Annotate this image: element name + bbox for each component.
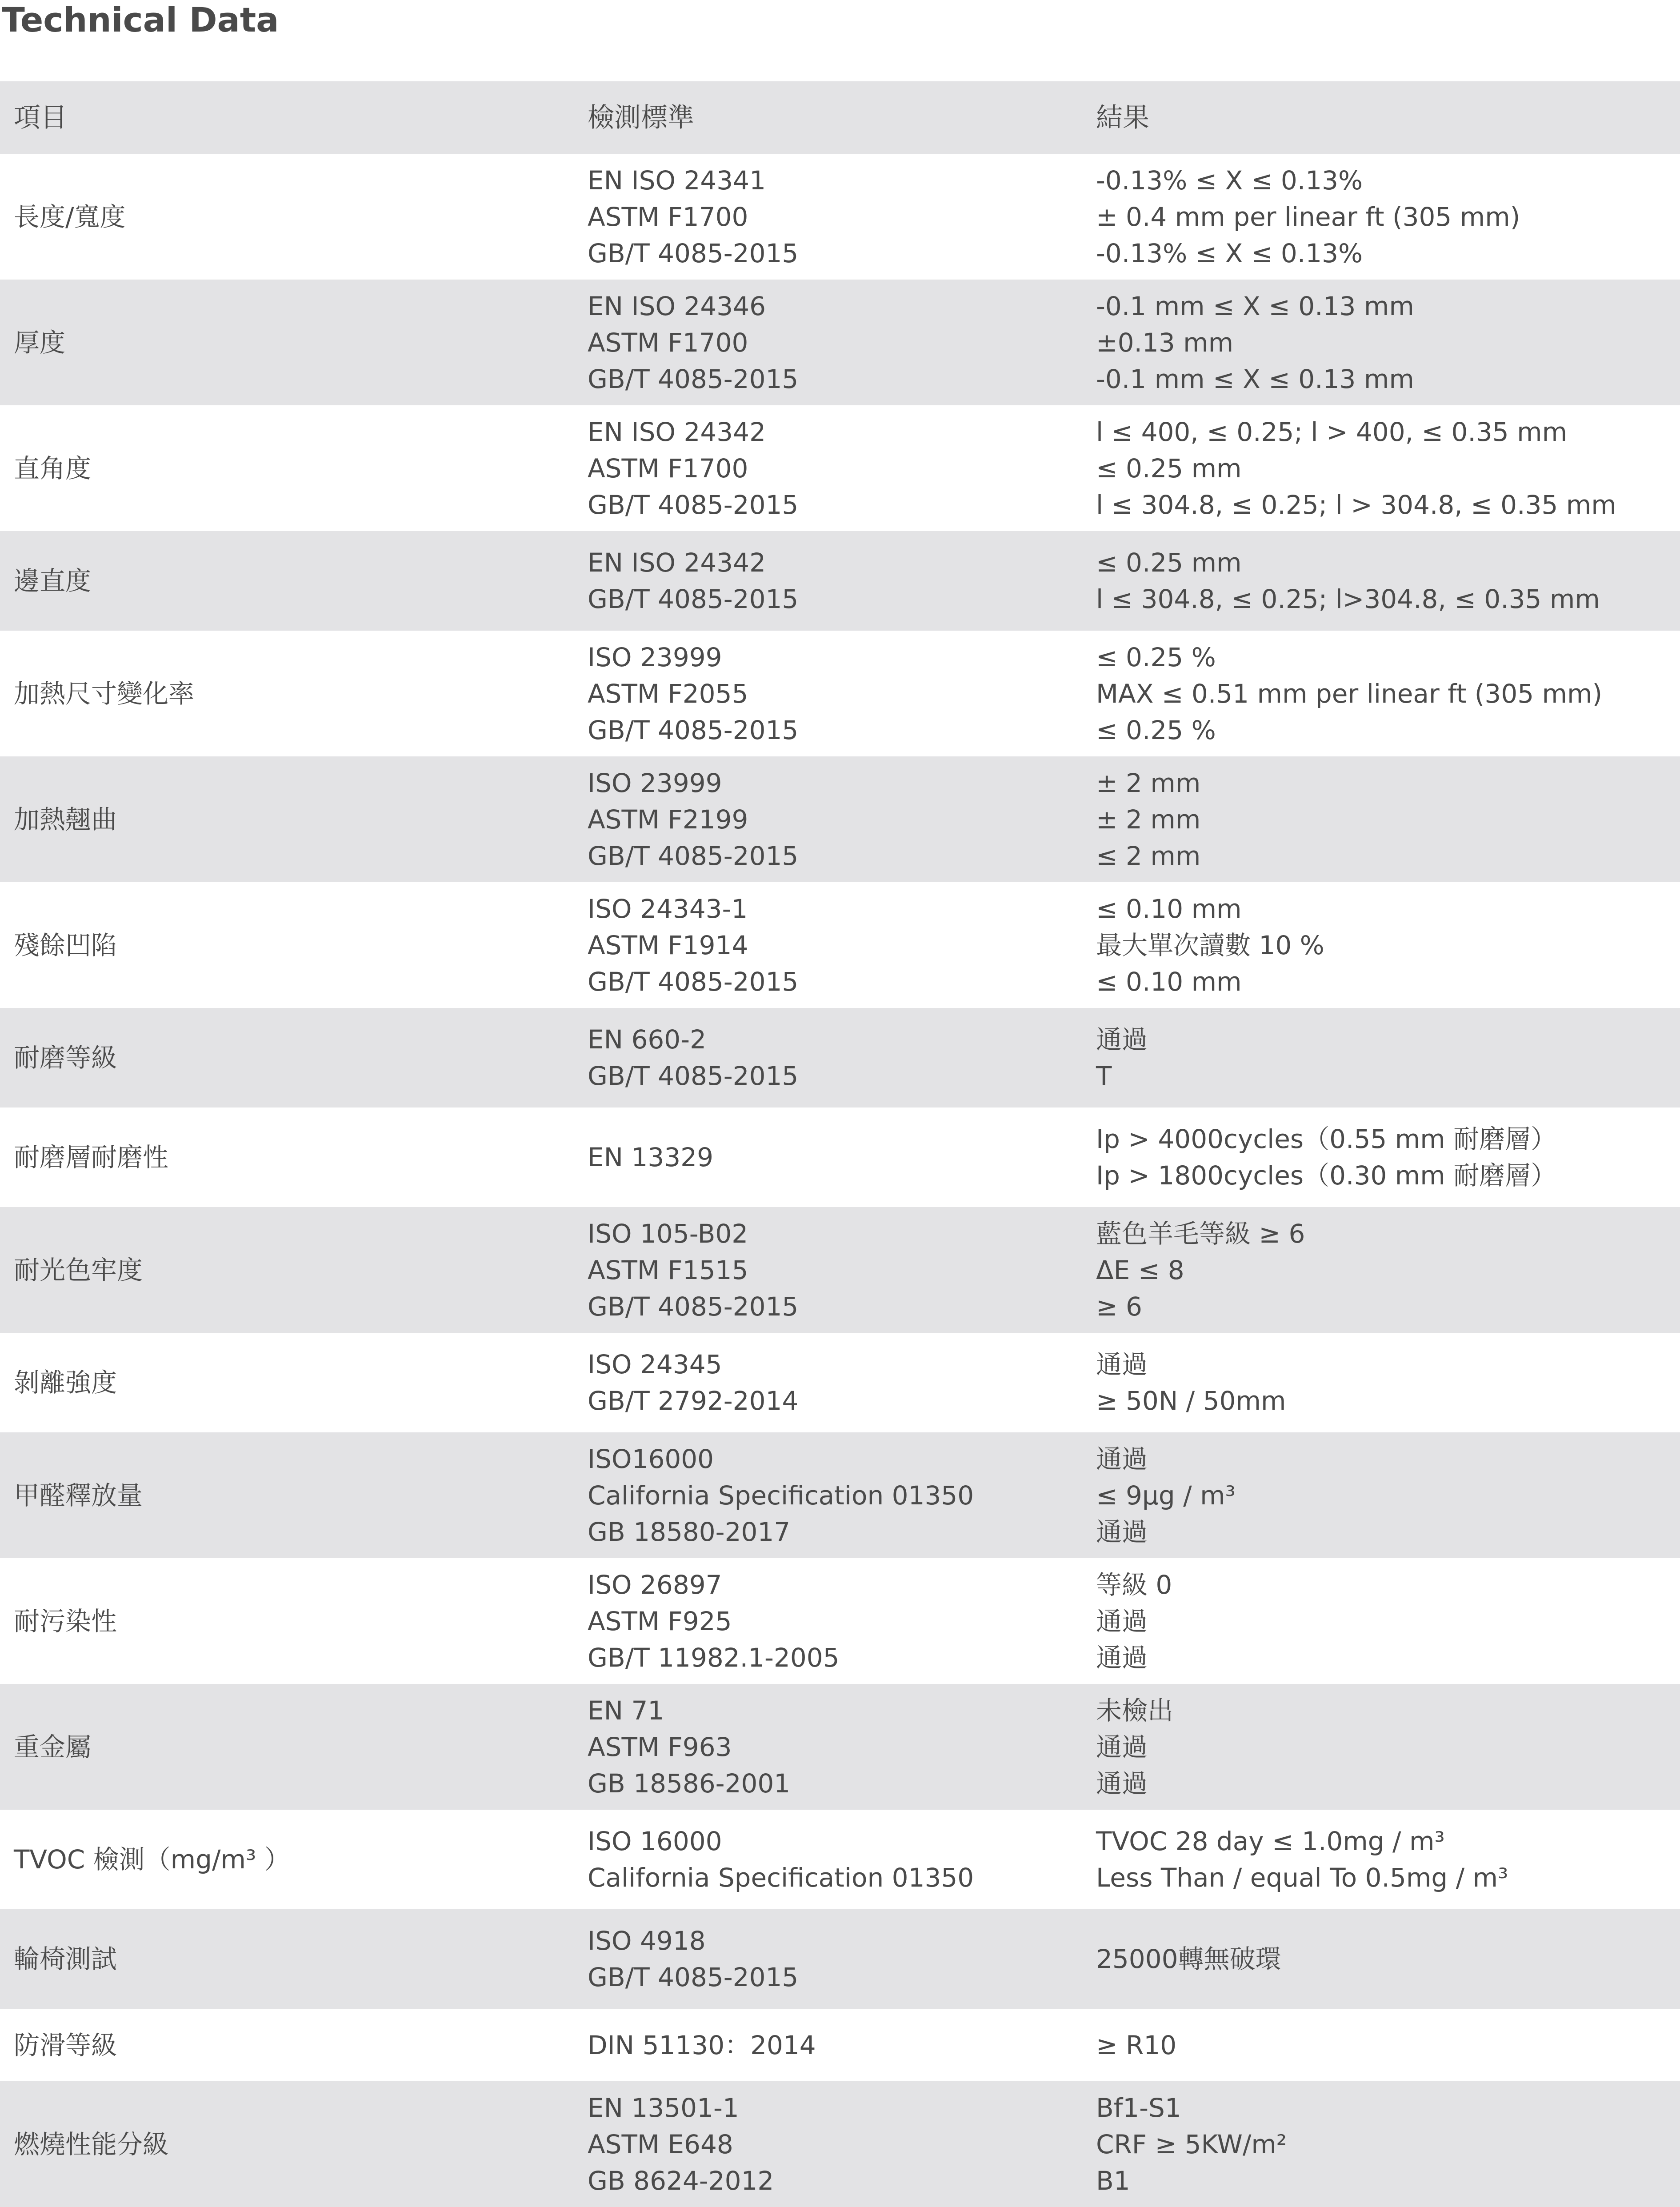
standard-line: GB 8624-2012 [588, 2165, 774, 2196]
standard-line: GB/T 2792-2014 [588, 1386, 799, 1416]
result-line: ≤ 0.25 % [1096, 642, 1216, 672]
standard-line: ISO 26897 [588, 1569, 722, 1600]
standard-line: ASTM F1914 [588, 930, 748, 960]
page-title: Technical Data [2, 0, 279, 40]
table-row [0, 280, 1680, 405]
standard-line: California Specification 01350 [588, 1480, 974, 1511]
row-item-label: 耐磨等級 [14, 1043, 117, 1073]
result-line: -0.13% ≤ X ≤ 0.13% [1096, 238, 1363, 268]
result-line: ± 0.4 mm per linear ft (305 mm) [1096, 201, 1520, 232]
result-line: Bf1-S1 [1096, 2092, 1181, 2123]
result-line: ≤ 0.25 % [1096, 715, 1216, 745]
row-item [14, 1008, 117, 1107]
row-standards [588, 1432, 974, 1558]
row-item [14, 2081, 168, 2207]
result-line: l ≤ 304.8, ≤ 0.25; l>304.8, ≤ 0.35 mm [1096, 584, 1600, 614]
row-results [1096, 2009, 1176, 2081]
row-results [1096, 280, 1414, 405]
table-row [0, 1008, 1680, 1107]
table-body [0, 154, 1680, 2207]
standard-line: GB/T 4085-2015 [588, 1291, 799, 1322]
standard-line: GB/T 4085-2015 [588, 489, 799, 520]
row-standards [588, 1558, 840, 1684]
row-item [14, 1810, 290, 1909]
standard-line: ISO 16000 [588, 1826, 722, 1856]
table-row [0, 154, 1680, 280]
table-row [0, 1810, 1680, 1909]
standard-line: ISO16000 [588, 1443, 714, 1474]
row-results [1096, 756, 1200, 882]
row-item-label: TVOC 檢測（mg/m³ ） [14, 1844, 290, 1875]
row-results [1096, 631, 1602, 756]
table-row [0, 2009, 1680, 2081]
row-standards [588, 2009, 816, 2081]
standard-line: GB/T 4085-2015 [588, 966, 799, 997]
row-item-label: 甲醛釋放量 [14, 1480, 143, 1511]
result-line: T [1096, 1061, 1112, 1091]
table-row [0, 1432, 1680, 1558]
result-line: ±0.13 mm [1096, 327, 1234, 358]
row-standards [588, 405, 798, 531]
row-item-label: 燃燒性能分級 [14, 2129, 169, 2159]
row-results [1096, 154, 1520, 280]
row-standards [588, 2081, 774, 2207]
result-line: ΔE ≤ 8 [1096, 1255, 1184, 1285]
standard-line: ASTM F1700 [588, 453, 748, 484]
standard-line: ASTM F1700 [588, 327, 748, 358]
result-line: l ≤ 304.8, ≤ 0.25; l > 304.8, ≤ 0.35 mm [1096, 489, 1616, 520]
row-results [1096, 1684, 1173, 1810]
result-line: ≤ 0.25 mm [1096, 548, 1242, 578]
row-item-label: 厚度 [14, 327, 66, 358]
result-line: -0.1 mm ≤ X ≤ 0.13 mm [1096, 364, 1414, 394]
row-results [1096, 405, 1616, 531]
standard-line: ISO 105-B02 [588, 1218, 748, 1249]
row-item-label: 耐光色牢度 [14, 1255, 143, 1285]
standard-line: EN 13329 [588, 1142, 713, 1172]
standard-line: GB/T 11982.1-2005 [588, 1642, 840, 1673]
row-item [14, 2009, 117, 2081]
result-line: ± 2 mm [1096, 768, 1201, 798]
row-results [1096, 1107, 1556, 1207]
row-item-label: 重金屬 [14, 1731, 92, 1762]
row-item-label: 邊直度 [14, 566, 92, 596]
row-standards [588, 531, 798, 631]
row-standards [588, 280, 798, 405]
row-results [1096, 1432, 1236, 1558]
standard-line: California Specification 01350 [588, 1863, 974, 1893]
result-line: -0.1 mm ≤ X ≤ 0.13 mm [1096, 291, 1414, 321]
row-item-label: 加熱翹曲 [14, 804, 117, 835]
result-line: 最大單次讀數 10 % [1096, 930, 1324, 960]
row-standards [588, 154, 798, 280]
row-results [1096, 1333, 1286, 1432]
result-line: 藍色羊毛等級 ≥ 6 [1096, 1218, 1305, 1249]
table-header-row [0, 81, 1680, 154]
row-item [14, 405, 91, 531]
row-item-label: 耐磨層耐磨性 [14, 1142, 169, 1172]
row-item-label: 直角度 [14, 453, 92, 484]
row-item [14, 154, 126, 280]
result-line: 等級 0 [1096, 1569, 1172, 1600]
result-line: Less Than / equal To 0.5mg / m³ [1096, 1863, 1508, 1893]
standard-line: EN 660-2 [588, 1024, 707, 1055]
row-item [14, 1558, 117, 1684]
result-line: MAX ≤ 0.51 mm per linear ft (305 mm) [1096, 678, 1603, 709]
row-item [14, 756, 117, 882]
result-line: 通過 [1096, 1642, 1148, 1673]
result-line: 通過 [1096, 1516, 1148, 1547]
standard-line: ASTM F1515 [588, 1255, 748, 1285]
row-item-label: 輪椅測試 [14, 1944, 117, 1974]
result-line: 25000轉無破環 [1096, 1944, 1281, 1974]
standard-line: GB 18586-2001 [588, 1768, 791, 1799]
table-row [0, 531, 1680, 631]
row-item-label: 剝離強度 [14, 1367, 117, 1398]
standard-line: ISO 24343-1 [588, 893, 748, 924]
result-line: ≥ 50N / 50mm [1096, 1386, 1286, 1416]
standard-line: ASTM F2199 [588, 804, 748, 835]
standard-line: GB/T 4085-2015 [588, 584, 799, 614]
row-standards [588, 1207, 798, 1333]
header-item: 項目 [14, 102, 67, 133]
standard-line: EN 71 [588, 1695, 664, 1726]
row-item-label: 耐污染性 [14, 1606, 117, 1636]
result-line: Ip > 4000cycles（0.55 mm 耐磨層） [1096, 1124, 1557, 1154]
header-standard: 檢測標準 [588, 102, 694, 133]
row-item-label: 防滑等級 [14, 2030, 117, 2060]
standard-line: GB/T 4085-2015 [588, 364, 799, 394]
standard-line: ISO 4918 [588, 1926, 706, 1956]
standard-line: ISO 23999 [588, 642, 722, 672]
row-results [1096, 1558, 1172, 1684]
row-item [14, 1207, 143, 1333]
row-item [14, 882, 117, 1008]
standard-line: ISO 23999 [588, 768, 722, 798]
standard-line: ISO 24345 [588, 1349, 722, 1379]
row-standards [588, 631, 798, 756]
row-item [14, 1333, 117, 1432]
row-item [14, 1684, 91, 1810]
result-line: ≤ 9μg / m³ [1096, 1480, 1236, 1511]
row-standards [588, 1107, 713, 1207]
table-row [0, 1207, 1680, 1333]
standard-line: EN ISO 24346 [588, 291, 766, 321]
row-item-label: 長度/寬度 [14, 201, 126, 232]
row-item [14, 280, 65, 405]
result-line: Ip > 1800cycles（0.30 mm 耐磨層） [1096, 1160, 1557, 1191]
standard-line: GB/T 4085-2015 [588, 1061, 799, 1091]
row-results [1096, 1909, 1281, 2009]
standard-line: GB/T 4085-2015 [588, 840, 799, 871]
row-standards [588, 1333, 798, 1432]
row-results [1096, 2081, 1287, 2207]
standard-line: GB/T 4085-2015 [588, 1962, 799, 1992]
standard-line: ASTM F2055 [588, 678, 748, 709]
table-row [0, 2081, 1680, 2207]
result-line: ≤ 0.25 mm [1096, 453, 1242, 484]
table-row [0, 882, 1680, 1008]
table-row [0, 1333, 1680, 1432]
header-result: 結果 [1096, 102, 1149, 133]
standard-line: GB 18580-2017 [588, 1516, 791, 1547]
standard-line: GB/T 4085-2015 [588, 238, 799, 268]
table-row [0, 1909, 1680, 2009]
row-results [1096, 1810, 1508, 1909]
row-item-label: 殘餘凹陷 [14, 930, 117, 960]
row-standards [588, 1684, 790, 1810]
row-item-label: 加熱尺寸變化率 [14, 678, 195, 709]
table-row [0, 631, 1680, 756]
result-line: ≥ 6 [1096, 1291, 1142, 1322]
result-line: 通過 [1096, 1024, 1148, 1055]
technical-data-table [0, 81, 1680, 2207]
result-line: ≤ 0.10 mm [1096, 893, 1242, 924]
row-item [14, 1107, 168, 1207]
row-results [1096, 1207, 1305, 1333]
result-line: 通過 [1096, 1349, 1148, 1379]
standard-line: GB/T 4085-2015 [588, 715, 799, 745]
result-line: ≤ 0.10 mm [1096, 966, 1242, 997]
row-results [1096, 882, 1324, 1008]
table-row [0, 756, 1680, 882]
table-row [0, 405, 1680, 531]
row-standards [588, 1810, 974, 1909]
row-standards [588, 1008, 798, 1107]
result-line: 通過 [1096, 1768, 1148, 1799]
result-line: 通過 [1096, 1443, 1148, 1474]
standard-line: EN 13501-1 [588, 2092, 739, 2123]
result-line: -0.13% ≤ X ≤ 0.13% [1096, 165, 1363, 196]
row-standards [588, 1909, 798, 2009]
result-line: TVOC 28 day ≤ 1.0mg / m³ [1096, 1826, 1445, 1856]
table-row [0, 1684, 1680, 1810]
result-line: 通過 [1096, 1606, 1148, 1636]
standard-line: DIN 51130：2014 [588, 2030, 816, 2060]
row-item [14, 1432, 143, 1558]
result-line: ± 2 mm [1096, 804, 1201, 835]
result-line: CRF ≥ 5KW/m² [1096, 2129, 1287, 2159]
table-row [0, 1107, 1680, 1207]
standard-line: ASTM F1700 [588, 201, 748, 232]
result-line: B1 [1096, 2165, 1130, 2196]
result-line: l ≤ 400, ≤ 0.25; l > 400, ≤ 0.35 mm [1096, 416, 1568, 447]
standard-line: ASTM F963 [588, 1731, 732, 1762]
result-line: ≤ 2 mm [1096, 840, 1201, 871]
row-results [1096, 1008, 1148, 1107]
standard-line: ASTM F925 [588, 1606, 732, 1636]
row-item [14, 531, 91, 631]
row-item [14, 631, 194, 756]
standard-line: ASTM E648 [588, 2129, 733, 2159]
row-item [14, 1909, 117, 2009]
table-row [0, 1558, 1680, 1684]
row-standards [588, 756, 798, 882]
result-line: 通過 [1096, 1731, 1148, 1762]
row-standards [588, 882, 798, 1008]
result-line: ≥ R10 [1096, 2030, 1177, 2060]
result-line: 未檢出 [1096, 1695, 1174, 1726]
standard-line: EN ISO 24342 [588, 416, 766, 447]
standard-line: EN ISO 24342 [588, 548, 766, 578]
standard-line: EN ISO 24341 [588, 165, 766, 196]
row-results [1096, 531, 1600, 631]
